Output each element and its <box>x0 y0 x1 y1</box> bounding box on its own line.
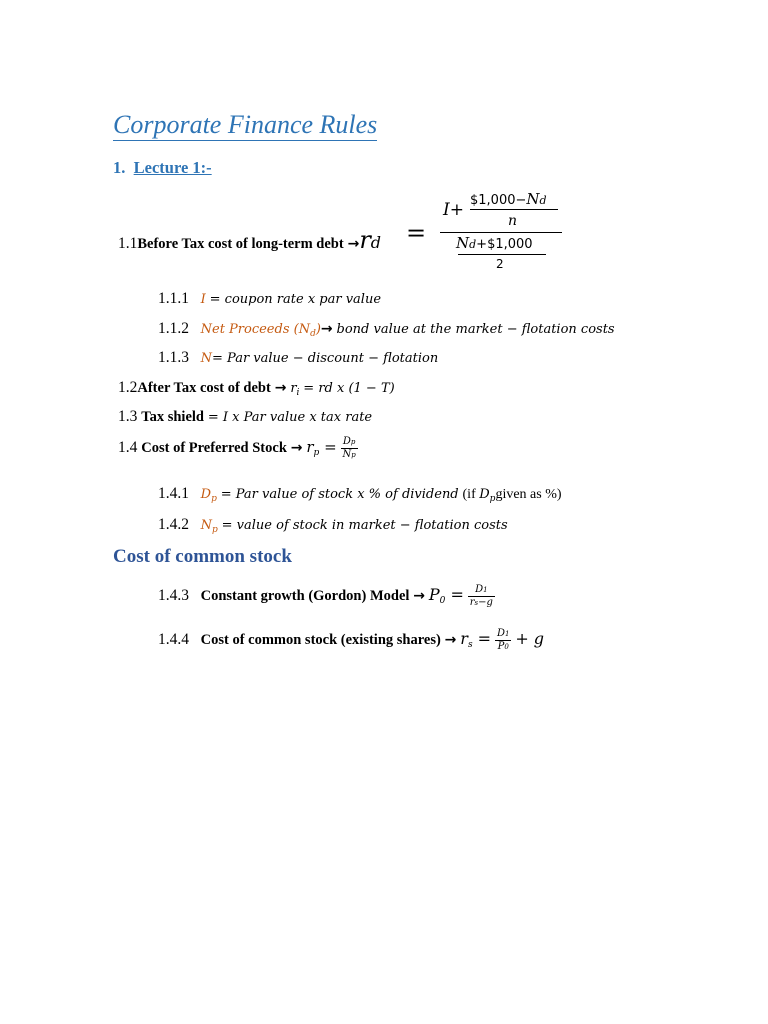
fraction-d1-rs-g: $\frac{D1}{rs-g}$ <box>469 584 493 608</box>
rule-label: Tax shield <box>141 409 204 425</box>
rule-number: 1.4.4 <box>158 631 189 649</box>
variable-net-proceeds: Net Proceeds $(N_d)$ <box>200 322 321 339</box>
rule-1-4-1 <box>158 485 562 504</box>
lecture-heading <box>113 158 212 178</box>
rule-number: 1.1 <box>118 235 138 252</box>
arrow-right-icon: → <box>347 236 360 252</box>
rule-text: = Par value of stock x % of dividend <box>220 487 459 502</box>
rule-number: 1.4.1 <box>158 485 189 502</box>
arrow-right-icon: → <box>444 632 457 649</box>
rule-number: 1.4 <box>118 439 138 457</box>
rule-1-1 <box>118 226 381 254</box>
rule-number: 1.3 <box>118 408 138 425</box>
rule-label: Cost of common stock (existing shares) <box>200 632 441 649</box>
rule-number: 1.1.2 <box>158 320 189 337</box>
arrow-right-icon: → <box>413 588 426 605</box>
section-heading: Cost of common stock <box>113 546 292 567</box>
rule-text: = value of stock in market − flotation costs <box>221 518 508 533</box>
equals-sign: = <box>406 219 427 247</box>
rule-text: = Par value − discount − flotation <box>212 351 439 366</box>
rule-text: = rd x (1 − T) <box>303 381 395 396</box>
formula-rs: $r_s$ = <box>460 629 492 651</box>
variable-Np: $N_p$ <box>200 518 218 535</box>
formula-rd: rd <box>359 226 382 254</box>
rule-1-4-4 <box>158 628 544 653</box>
fraction-d1-p0: $\frac{D1}{P0}$ <box>496 628 510 652</box>
rule-label: Cost of Preferred Stock <box>141 440 287 457</box>
rule-text: = coupon rate x par value <box>209 292 382 307</box>
rule-number: 1.4.2 <box>158 516 189 533</box>
rule-1-4-3 <box>158 584 495 609</box>
rule-label: Before Tax cost of long-term debt <box>137 236 344 252</box>
page-title: Corporate Finance Rules <box>113 110 378 139</box>
rule-1-4 <box>118 436 358 461</box>
variable-Dp: $D_p$ <box>200 487 217 504</box>
fraction-dp-np: $\frac{Dp}{Np}$ <box>342 436 356 460</box>
variable-I: I <box>200 292 206 307</box>
arrow-right-icon: → <box>274 380 287 396</box>
rule-1-4-2 <box>158 516 508 535</box>
rule-1-3 <box>118 408 372 426</box>
variable-N: N <box>200 351 212 366</box>
lecture-label: Lecture 1:- <box>133 158 212 177</box>
rule-note: (if $D_pgiven$ as %) <box>462 487 562 504</box>
arrow-right-icon: → <box>290 440 303 457</box>
formula-p0: $P_0$ = <box>428 585 464 607</box>
rule-text: bond value at the market − flotation costs <box>336 322 615 337</box>
rule-1-2 <box>118 379 395 398</box>
formula-ri: $r_i$ <box>290 381 300 398</box>
rule-1-1-3 <box>158 349 438 367</box>
rule-label: After Tax cost of debt <box>137 380 271 396</box>
rule-label: Constant growth (Gordon) Model <box>200 588 410 605</box>
rule-text: = I x Par value x tax rate <box>207 410 373 425</box>
formula-rp: $r_p$ = <box>306 438 337 459</box>
rule-number: 1.1.1 <box>158 290 189 307</box>
plus-g: + g <box>515 629 545 649</box>
rule-number: 1.4.3 <box>158 587 189 605</box>
rd-fraction: I+ $1,000−Nd n Nd+$1,000 2 <box>440 190 562 274</box>
lecture-number: 1. <box>113 158 126 177</box>
rule-1-1-1 <box>158 290 381 308</box>
arrow-right-icon: → <box>320 321 333 337</box>
rule-number: 1.1.3 <box>158 349 189 366</box>
rule-number: 1.2 <box>118 379 138 396</box>
rule-1-1-2 <box>158 320 615 339</box>
